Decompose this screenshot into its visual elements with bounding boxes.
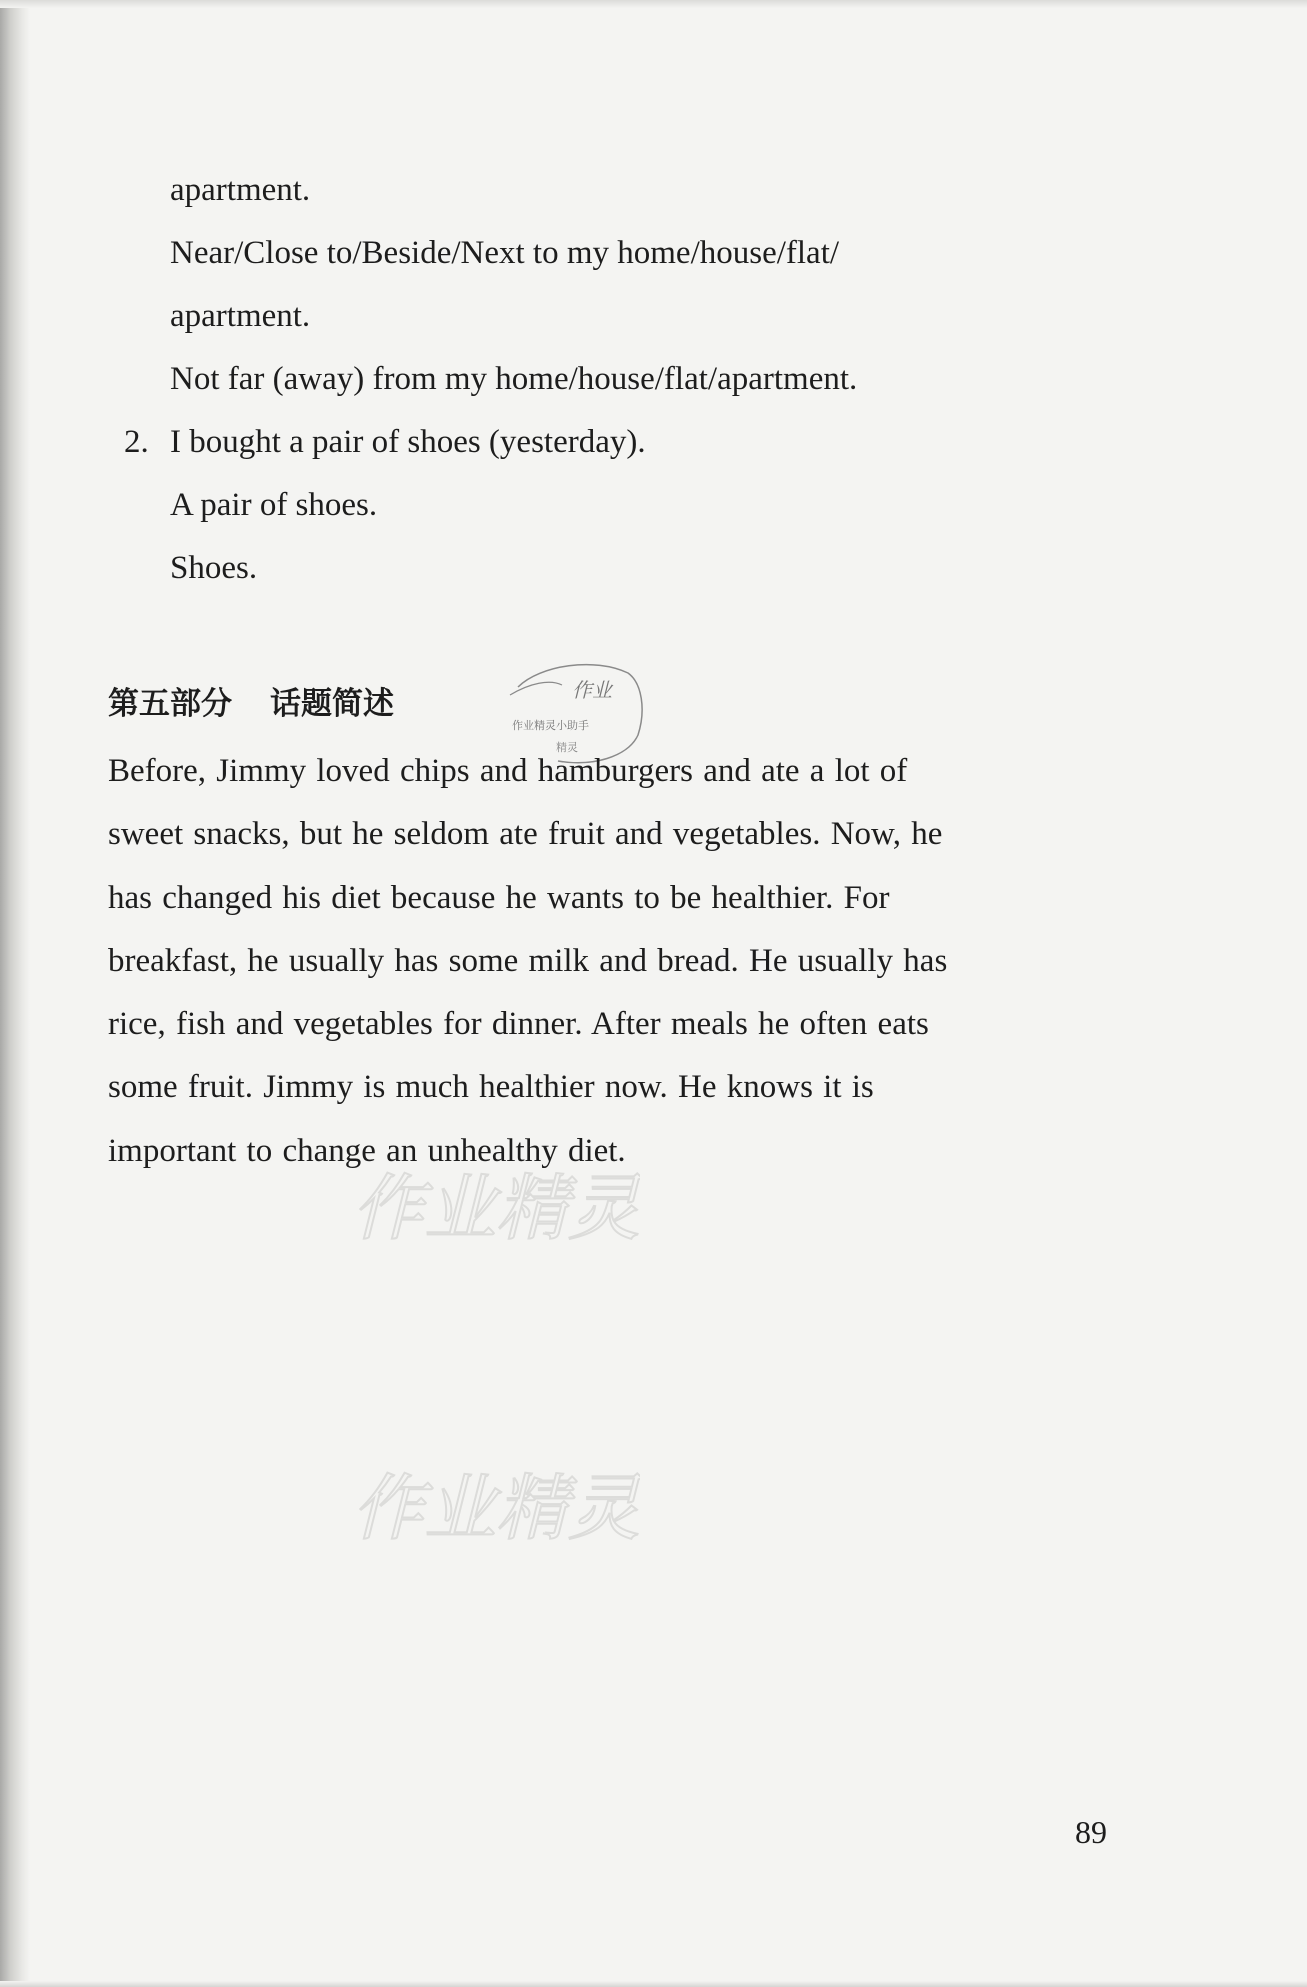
stamp-middle-text: 作业精灵小助手 xyxy=(512,719,589,732)
paragraph-line: rice, fish and vegetables for dinner. After meals he often eats xyxy=(108,1006,929,1043)
page-top-edge xyxy=(0,0,1307,8)
topic-summary-paragraph xyxy=(108,740,1108,1183)
stamp-top-text: 作业 xyxy=(572,678,612,702)
answer-line-1: apartment. xyxy=(170,172,311,208)
answer-line-4: Not far (away) from my home/house/flat/apartment. xyxy=(170,361,858,397)
question-2-alternative-1: A pair of shoes. xyxy=(170,487,378,523)
page-bottom-edge xyxy=(0,1981,1307,1987)
watermark-2-text: 作业精灵 xyxy=(352,1466,640,1550)
question-2-number: 2. xyxy=(124,424,149,460)
paragraph-line: sweet snacks, but he seldom ate fruit and vegetables. Now, he xyxy=(108,816,943,853)
paragraph-line: breakfast, he usually has some milk and bread. He usually has xyxy=(108,942,948,979)
answer-line-2: Near/Close to/Beside/Next to my home/house/flat/ xyxy=(170,235,840,271)
paragraph-line: important to change an unhealthy diet. xyxy=(108,1132,626,1169)
paragraph-line: Before, Jimmy loved chips and hamburgers and ate a lot of xyxy=(108,753,908,789)
question-2-answer: I bought a pair of shoes (yesterday). xyxy=(170,424,646,460)
answer-line-3: apartment. xyxy=(170,298,311,334)
watermark-2 xyxy=(350,1455,640,1550)
paragraph-line: some fruit. Jimmy is much healthier now. He knows it is xyxy=(108,1069,874,1106)
page-number: 89 xyxy=(1075,1814,1107,1850)
stamp-bottom-text: 精灵 xyxy=(556,741,578,754)
watermark-1 xyxy=(350,1155,640,1250)
section-heading xyxy=(108,678,394,723)
question-2-alternative-2: Shoes. xyxy=(170,550,258,586)
section-part-label: 第五部分 xyxy=(108,686,232,722)
page-binding-edge xyxy=(0,0,30,1987)
paragraph-line: has changed his diet because he wants to be healthier. For xyxy=(108,879,890,916)
section-topic-label: 话题简述 xyxy=(270,686,394,722)
watermark-1-text: 作业精灵 xyxy=(352,1166,640,1250)
